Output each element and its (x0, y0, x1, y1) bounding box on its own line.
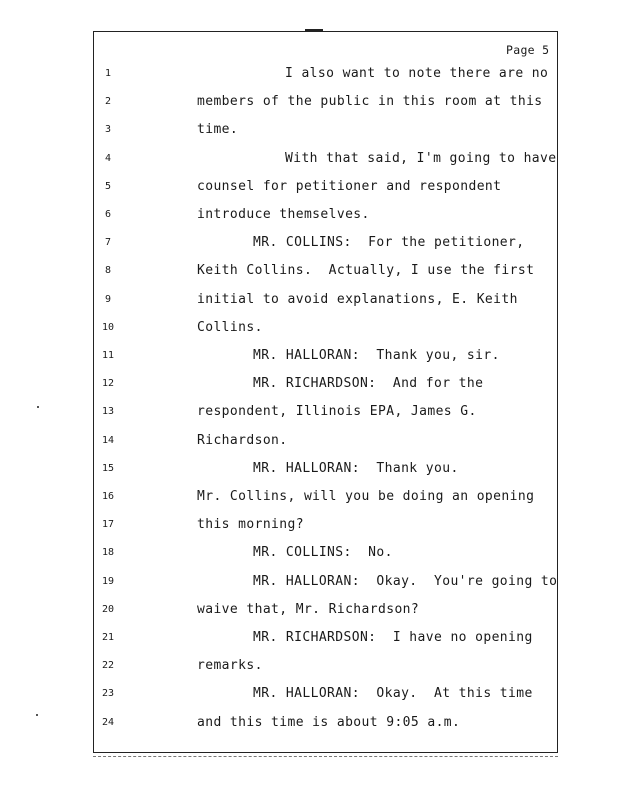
line-number: 20 (101, 603, 115, 615)
line-number: 16 (101, 491, 115, 502)
page-number-label: Page 5 (506, 43, 550, 57)
transcript-line-text: respondent, Illinois EPA, James G. (197, 404, 477, 420)
transcript-line-text: introduce themselves. (197, 207, 370, 222)
line-number: 18 (101, 547, 115, 559)
line-number: 5 (104, 180, 112, 192)
transcript-line-text: Keith Collins. Actually, I use the first (197, 263, 535, 279)
line-number: 17 (101, 519, 115, 531)
line-number: 6 (104, 209, 112, 220)
bottom-dashed-rule (93, 756, 558, 757)
transcript-line-text: members of the public in this room at this (197, 94, 543, 110)
scan-mark (305, 29, 323, 32)
line-number: 10 (101, 321, 115, 333)
scan-speck (37, 406, 39, 408)
transcript-line-text: this morning? (197, 517, 304, 533)
line-number: 3 (104, 124, 112, 136)
line-number: 14 (101, 434, 115, 446)
transcript-line-text: MR. RICHARDSON: And for the (253, 376, 484, 392)
transcript-line-text: Mr. Collins, will you be doing an opening (197, 489, 535, 504)
transcript-line-text: I also want to note there are no (285, 66, 549, 81)
transcript-line-text: and this time is about 9:05 a.m. (197, 714, 461, 730)
line-number: 15 (101, 462, 115, 474)
transcript-line-text: time. (197, 122, 239, 138)
line-number: 8 (104, 265, 112, 277)
line-number: 13 (101, 406, 115, 418)
line-number: 22 (101, 660, 115, 672)
transcript-line-text: counsel for petitioner and respondent (197, 178, 502, 194)
line-number: 12 (101, 378, 115, 390)
line-number: 23 (101, 688, 115, 700)
line-number: 7 (104, 237, 112, 249)
transcript-line-text: With that said, I'm going to have (285, 150, 557, 166)
transcript-line-text: Collins. (197, 319, 263, 335)
line-number: 4 (104, 152, 112, 164)
transcript-line-text: initial to avoid explanations, E. Keith (197, 291, 518, 307)
transcript-line-text: MR. HALLORAN: Okay. You're going to (253, 573, 558, 589)
transcript-line-text: MR. COLLINS: For the petitioner, (253, 235, 525, 251)
line-number: 24 (101, 716, 115, 728)
line-number: 1 (104, 68, 112, 79)
transcript-line-text: Richardson. (197, 432, 288, 448)
transcript-line-text: waive that, Mr. Richardson? (197, 601, 420, 617)
transcript-line-text: MR. RICHARDSON: I have no opening (253, 630, 533, 645)
line-number: 2 (104, 96, 112, 108)
scan-speck (36, 714, 38, 716)
line-number: 11 (101, 350, 115, 361)
line-number: 21 (101, 632, 115, 643)
transcript-line-text: MR. HALLORAN: Thank you. (253, 460, 459, 476)
transcript-line-text: MR. HALLORAN: Okay. At this time (253, 686, 533, 702)
transcript-line-text: MR. HALLORAN: Thank you, sir. (253, 348, 500, 363)
line-number: 19 (101, 575, 115, 587)
line-number: 9 (104, 293, 112, 305)
transcript-line-text: MR. COLLINS: No. (253, 545, 393, 561)
transcript-line-text: remarks. (197, 658, 263, 674)
